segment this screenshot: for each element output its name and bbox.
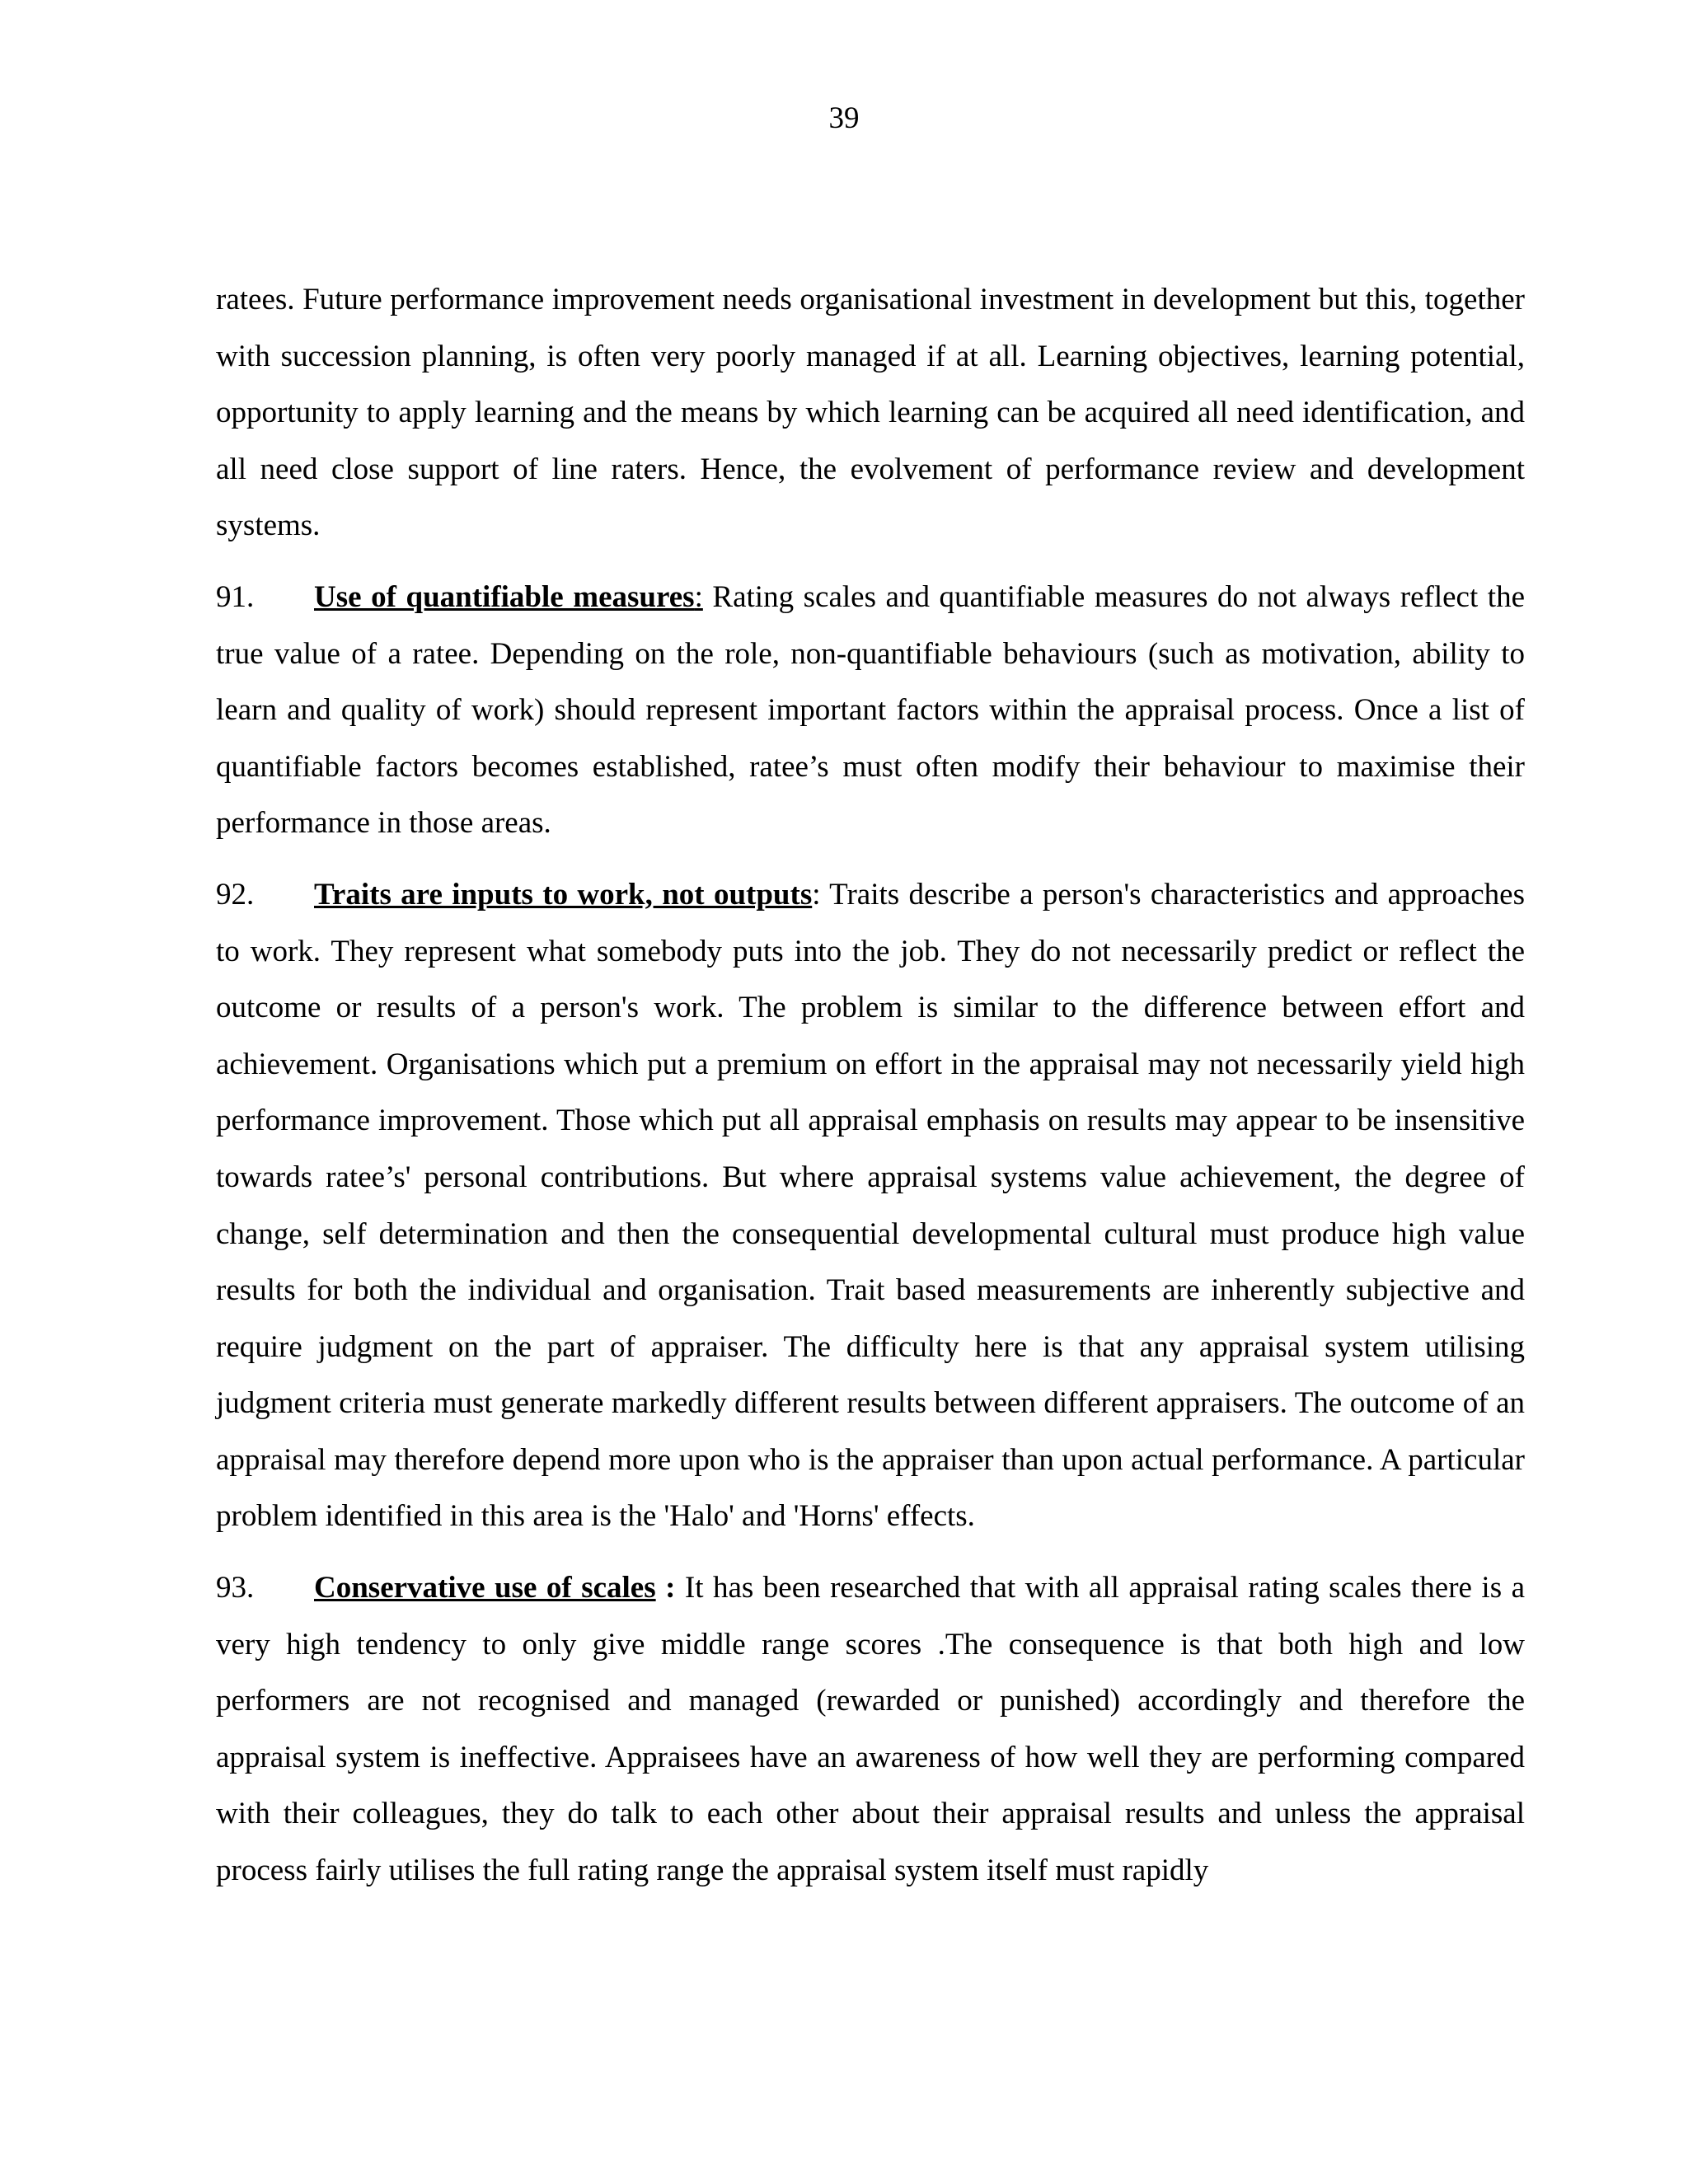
heading-separator: : bbox=[655, 1571, 676, 1605]
section-number: 93. bbox=[216, 1571, 255, 1605]
section-92 bbox=[216, 867, 1525, 1545]
document-body bbox=[216, 272, 1525, 1900]
section-heading: Traits are inputs to work, not outputs bbox=[314, 877, 813, 912]
section-number: 91. bbox=[216, 579, 255, 614]
page-number: 39 bbox=[828, 101, 860, 135]
section-body: It has been researched that with all appraisal rating scales there is a very high tendency to only give middle range scores .The consequence is that both high and low performers are not recognised and managed (rewarded or punished) accordingly and therefore the appraisal system is ineffective. Appraisees have an awareness of how well they are performing compared with their colleagues, they do talk to each other about their appraisal results and unless the appraisal process fairly utilises the full rating range the appraisal system itself must rapidly bbox=[216, 1571, 1525, 1888]
section-91 bbox=[216, 569, 1525, 852]
section-body: Traits describe a person's characteristics and approaches to work. They represent what somebody puts into the job. They do not necessarily predict or reflect the outcome or results of a person's work. The problem is similar to the difference between effort and achievement. Organisations which put a premium on effort in the appraisal may not necessarily yield high performance improvement. Those which put all appraisal emphasis on results may appear to be insensitive towards ratee’s' personal contributions. But where appraisal systems value achievement, the degree of change, self determination and then the consequential developmental cultural must produce high value results for both the individual and organisation. Trait based measurements are inherently subjective and require judgment on the part of appraiser. The difficulty here is that any appraisal system utilising judgment criteria must generate markedly different results between different appraisers. The outcome of an appraisal may therefore depend more upon who is the appraiser than upon actual performance. A particular problem identified in this area is the 'Halo' and 'Horns' effects. bbox=[216, 877, 1525, 1534]
section-body: Rating scales and quantifiable measures do not always reflect the true value of a ratee. Depending on the role, non-quantifiable behaviours (such as motivation, ability to learn and quality of work) should represent important factors within the appraisal process. Once a list of quantifiable factors becomes established, ratee’s must often modify their behaviour to maximise their performance in those areas. bbox=[216, 579, 1526, 841]
section-93 bbox=[216, 1560, 1525, 1900]
heading-separator: : bbox=[812, 877, 821, 912]
section-number: 92. bbox=[216, 877, 255, 912]
intro-paragraph: ratees. Future performance improvement needs organisational investment in development but this, together with succession planning, is often very poorly managed if at all. Learning objectives, learning potential, opportunity to apply learning and the means by which learning can be acquired all need identification, and all need close support of line raters. Hence, the evolvement of performance review and development systems. bbox=[216, 283, 1525, 543]
heading-separator: : bbox=[694, 579, 703, 614]
section-heading: Conservative use of scales bbox=[314, 1571, 656, 1605]
section-heading: Use of quantifiable measures bbox=[314, 579, 695, 614]
